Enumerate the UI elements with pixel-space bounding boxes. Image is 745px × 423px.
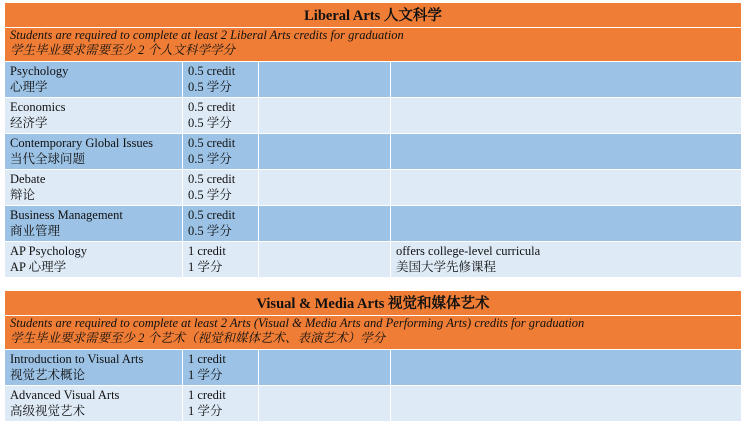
requirement-note-en: Students are required to complete at least 2 Liberal Arts credits for graduation: [10, 28, 404, 42]
course-name: Psychology 心理学: [5, 62, 183, 98]
course-credit: 1 credit 1 学分: [183, 350, 259, 386]
course-name: Introduction to Visual Arts 视觉艺术概论: [5, 350, 183, 386]
requirement-note-cn: 学生毕业要求需要至少 2 个人文科学学分: [10, 43, 236, 57]
course-extra: [259, 206, 391, 242]
course-credit: 0.5 credit 0.5 学分: [183, 206, 259, 242]
course-note: [391, 206, 742, 242]
section-requirement: [5, 316, 742, 350]
course-name: AP Psychology AP 心理学: [5, 242, 183, 278]
section-header: [5, 3, 742, 28]
liberal-arts-table: [4, 2, 742, 278]
table-row: [5, 98, 742, 134]
visual-media-arts-table: [4, 290, 742, 422]
course-credit: 1 credit 1 学分: [183, 242, 259, 278]
section-title: Visual & Media Arts 视觉和媒体艺术: [5, 291, 742, 316]
table-row: [5, 350, 742, 386]
requirement-note-cn: 学生毕业要求需要至少 2 个艺术（视觉和媒体艺术、表演艺术）学分: [10, 331, 386, 345]
course-credit: 0.5 credit 0.5 学分: [183, 170, 259, 206]
course-credit: 0.5 credit 0.5 学分: [183, 134, 259, 170]
course-note: [391, 134, 742, 170]
course-extra: [259, 98, 391, 134]
course-name: Advanced Visual Arts 高级视觉艺术: [5, 386, 183, 422]
course-name: Debate 辩论: [5, 170, 183, 206]
course-note: [391, 386, 742, 422]
section-header: [5, 291, 742, 316]
course-extra: [259, 62, 391, 98]
table-row: [5, 170, 742, 206]
section-requirement: [5, 28, 742, 62]
table-row: [5, 134, 742, 170]
course-note: offers college-level curricula 美国大学先修课程: [391, 242, 742, 278]
table-row: [5, 206, 742, 242]
course-extra: [259, 242, 391, 278]
table-row: [5, 242, 742, 278]
table-row: [5, 386, 742, 422]
requirement-note-en: Students are required to complete at least 2 Arts (Visual & Media Arts and Performing Arts) credits for graduation: [10, 316, 585, 330]
course-note: [391, 350, 742, 386]
course-credit: 0.5 credit 0.5 学分: [183, 62, 259, 98]
course-extra: [259, 350, 391, 386]
course-name: Contemporary Global Issues 当代全球问题: [5, 134, 183, 170]
course-extra: [259, 386, 391, 422]
course-credit: 0.5 credit 0.5 学分: [183, 98, 259, 134]
table-row: [5, 62, 742, 98]
course-note: [391, 170, 742, 206]
section-title: Liberal Arts 人文科学: [5, 3, 742, 28]
course-extra: [259, 134, 391, 170]
course-note: [391, 62, 742, 98]
course-name: Economics 经济学: [5, 98, 183, 134]
course-extra: [259, 170, 391, 206]
course-note: [391, 98, 742, 134]
course-name: Business Management 商业管理: [5, 206, 183, 242]
course-credit: 1 credit 1 学分: [183, 386, 259, 422]
